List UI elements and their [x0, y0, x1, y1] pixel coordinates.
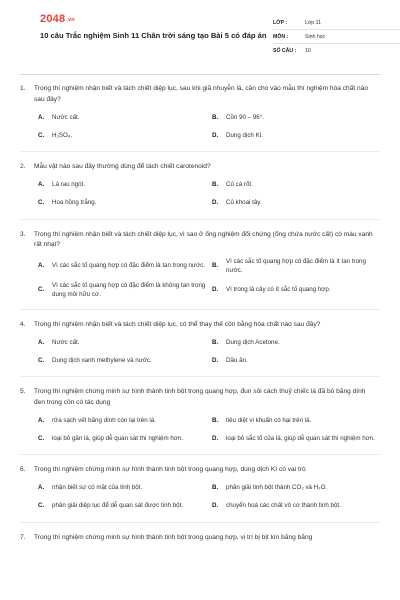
- meta-label: SỐ CÂU :: [273, 48, 297, 54]
- option-text: Vì trong lá cây có ít sắc tố quang hợp.: [226, 286, 331, 293]
- option-letter: C.: [38, 356, 45, 364]
- option-text: Nước cất.: [52, 338, 80, 346]
- options-grid: [20, 111, 380, 141]
- option-text: rửa sạch vết băng dính còn lại trên lá.: [52, 416, 156, 424]
- option-text: H₂SO₄.: [52, 131, 73, 139]
- option-letter: A.: [38, 416, 45, 424]
- option-letter: A.: [38, 338, 45, 346]
- option-a[interactable]: [38, 482, 206, 494]
- question-number: 7.: [20, 533, 26, 541]
- option-text: tiêu diệt vi khuẩn có hại trên lá.: [226, 416, 312, 424]
- question-1: [20, 84, 380, 152]
- option-text: chuyển hoá các chất vô cơ thành tinh bột.: [226, 502, 341, 509]
- question-stem: [20, 320, 380, 331]
- question-divider: [20, 522, 380, 523]
- option-letter: A.: [38, 181, 45, 188]
- site-logo[interactable]: [40, 13, 75, 25]
- option-letter: B.: [212, 416, 219, 424]
- option-text: Vì các sắc tố quang hợp có đặc điểm là tan trong nước.: [52, 262, 205, 269]
- question-divider: [20, 309, 380, 310]
- option-b[interactable]: [212, 257, 380, 275]
- option-d[interactable]: [212, 432, 380, 444]
- option-a[interactable]: [38, 257, 206, 275]
- logo-text: 2048: [40, 13, 66, 25]
- question-text: Trong thí nghiệm nhận biết và tách chiết diệp lục, sau khi giã nhuyễn lá, cần cho vào mẫu thí nghiệm hóa chất nào sau đây?: [34, 85, 369, 103]
- header-divider: [20, 74, 380, 75]
- option-text: Dầu ăn.: [226, 356, 248, 364]
- option-letter: D.: [212, 286, 219, 293]
- meta-value: Sinh học: [305, 33, 326, 40]
- option-text: Nước cất.: [52, 113, 80, 121]
- document-header: [20, 0, 380, 72]
- option-letter: C.: [38, 131, 45, 139]
- option-letter: A.: [38, 113, 45, 121]
- question-text: Trong thí nghiệm nhận biết và tách chiết diệp lục, có thể thay thế cồn bằng hóa chất nào sau đây?: [34, 320, 321, 328]
- question-number: 4.: [20, 320, 26, 328]
- option-text: loại bỏ gân lá, giúp dễ quan sát thí nghiệm hơn.: [52, 434, 183, 442]
- option-text: phân giải diệp lục để dễ quan sát được tinh bột.: [52, 502, 184, 509]
- option-text: loại bỏ sắc tố của lá, giúp dễ quan sát thí nghiệm hơn.: [226, 434, 375, 442]
- question-text: Trong thí nghiệm chứng minh sự hình thành tinh bột trong quang hợp, đun sôi cách thuỷ chiếc lá đã bỏ băng dính đen trong cồn có tác dụng: [34, 388, 366, 406]
- options-grid: [20, 336, 380, 366]
- option-b[interactable]: [212, 482, 380, 494]
- option-b[interactable]: [212, 336, 380, 348]
- question-2: [20, 162, 380, 220]
- question-number: 3.: [20, 230, 26, 238]
- options-grid: [20, 414, 380, 444]
- option-a[interactable]: [38, 179, 206, 191]
- option-letter: A.: [38, 262, 45, 269]
- meta-row-count: [273, 44, 400, 58]
- option-d[interactable]: [212, 197, 380, 209]
- option-a[interactable]: [38, 336, 206, 348]
- option-letter: C.: [38, 286, 45, 293]
- logo-tld: .vn: [66, 17, 75, 23]
- option-letter: D.: [212, 199, 219, 206]
- option-c[interactable]: [38, 129, 206, 141]
- question-number: 1.: [20, 85, 26, 92]
- question-stem: [20, 387, 380, 408]
- meta-value: 10: [305, 48, 311, 54]
- option-text: Củ cà rốt.: [226, 181, 253, 188]
- option-b[interactable]: [212, 414, 380, 426]
- option-letter: D.: [212, 502, 219, 509]
- question-stem: [20, 84, 380, 105]
- option-c[interactable]: [38, 281, 206, 299]
- option-text: Vì các sắc tố quang hợp có đặc điểm là ít tan trong nước.: [226, 257, 366, 274]
- options-grid: [20, 482, 380, 512]
- document-meta: [273, 16, 400, 58]
- options-grid: [20, 179, 380, 209]
- option-b[interactable]: [212, 111, 380, 123]
- question-stem: [20, 533, 380, 544]
- option-d[interactable]: [212, 281, 380, 299]
- option-text: Vì các sắc tố quang hợp có đặc điểm là không tan trong dung môi hữu cơ.: [52, 281, 206, 298]
- question-3: [20, 230, 380, 310]
- question-divider: [20, 151, 380, 152]
- option-letter: B.: [212, 484, 219, 491]
- question-number: 5.: [20, 388, 26, 395]
- meta-row-class: [273, 16, 400, 30]
- option-letter: D.: [212, 356, 219, 364]
- options-grid: [20, 257, 380, 299]
- option-c[interactable]: [38, 500, 206, 512]
- option-d[interactable]: [212, 500, 380, 512]
- option-text: Lá rau ngót.: [52, 181, 86, 188]
- meta-label: LỚP :: [273, 19, 288, 26]
- option-letter: D.: [212, 131, 219, 139]
- option-text: Cồn 90 – 96°.: [226, 113, 264, 121]
- question-5: [20, 387, 380, 455]
- option-text: phân giải tinh bột thành CO₂ và H₂O.: [226, 484, 328, 491]
- question-stem: [20, 162, 380, 173]
- question-7: [20, 533, 380, 544]
- option-letter: B.: [212, 113, 219, 121]
- option-c[interactable]: [38, 197, 206, 209]
- meta-label: MÔN :: [273, 33, 289, 40]
- option-letter: C.: [38, 199, 45, 206]
- option-text: nhận biết sự có mặt của tinh bột.: [52, 484, 143, 491]
- document-title: 10 câu Trắc nghiệm Sinh 11 Chân trời sáng tạo Bài 5 có đáp án: [40, 31, 267, 40]
- question-text: Trong thí nghiệm chứng minh sự hình thành tinh bột trong quang hợp, vị trí bị bịt kín băng băng: [34, 533, 313, 541]
- question-text: Trong thí nghiệm nhận biết và tách chiết diệp lục, vì sao ở ống nghiệm đối chứng (ống chứa nước cất) có màu xanh rất nhạt?: [34, 230, 373, 248]
- option-letter: D.: [212, 434, 219, 442]
- option-letter: C.: [38, 434, 45, 442]
- question-text: Trong thí nghiệm chứng minh sự hình thành tinh bột trong quang hợp, dung dịch KI có vai trò: [34, 466, 306, 473]
- option-text: Củ khoai tây.: [226, 199, 262, 206]
- option-text: Dung dịch xanh methylene và nước.: [52, 356, 152, 364]
- option-d[interactable]: [212, 354, 380, 366]
- option-letter: B.: [212, 262, 219, 269]
- option-text: Dung dịch KI.: [226, 131, 264, 139]
- option-letter: C.: [38, 502, 45, 509]
- option-c[interactable]: [38, 432, 206, 444]
- option-letter: B.: [212, 338, 219, 346]
- question-list: [20, 84, 380, 553]
- question-number: 6.: [20, 466, 26, 473]
- question-divider: [20, 454, 380, 455]
- question-stem: [20, 465, 380, 476]
- meta-row-subject: [273, 30, 400, 44]
- question-divider: [20, 219, 380, 220]
- option-text: Hoa hồng trắng.: [52, 199, 97, 206]
- question-text: Mẫu vật nào sau đây thường dùng để tách chiết carotenoid?: [34, 163, 211, 170]
- option-b[interactable]: [212, 179, 380, 191]
- option-a[interactable]: [38, 111, 206, 123]
- option-letter: A.: [38, 484, 45, 491]
- option-letter: B.: [212, 181, 219, 188]
- question-6: [20, 465, 380, 523]
- meta-value: Lớp 11: [305, 19, 321, 26]
- option-text: Dung dịch Acetone.: [226, 338, 280, 346]
- option-a[interactable]: [38, 414, 206, 426]
- question-divider: [20, 376, 380, 377]
- question-4: [20, 320, 380, 378]
- question-number: 2.: [20, 163, 26, 170]
- option-d[interactable]: [212, 129, 380, 141]
- question-stem: [20, 230, 380, 251]
- option-c[interactable]: [38, 354, 206, 366]
